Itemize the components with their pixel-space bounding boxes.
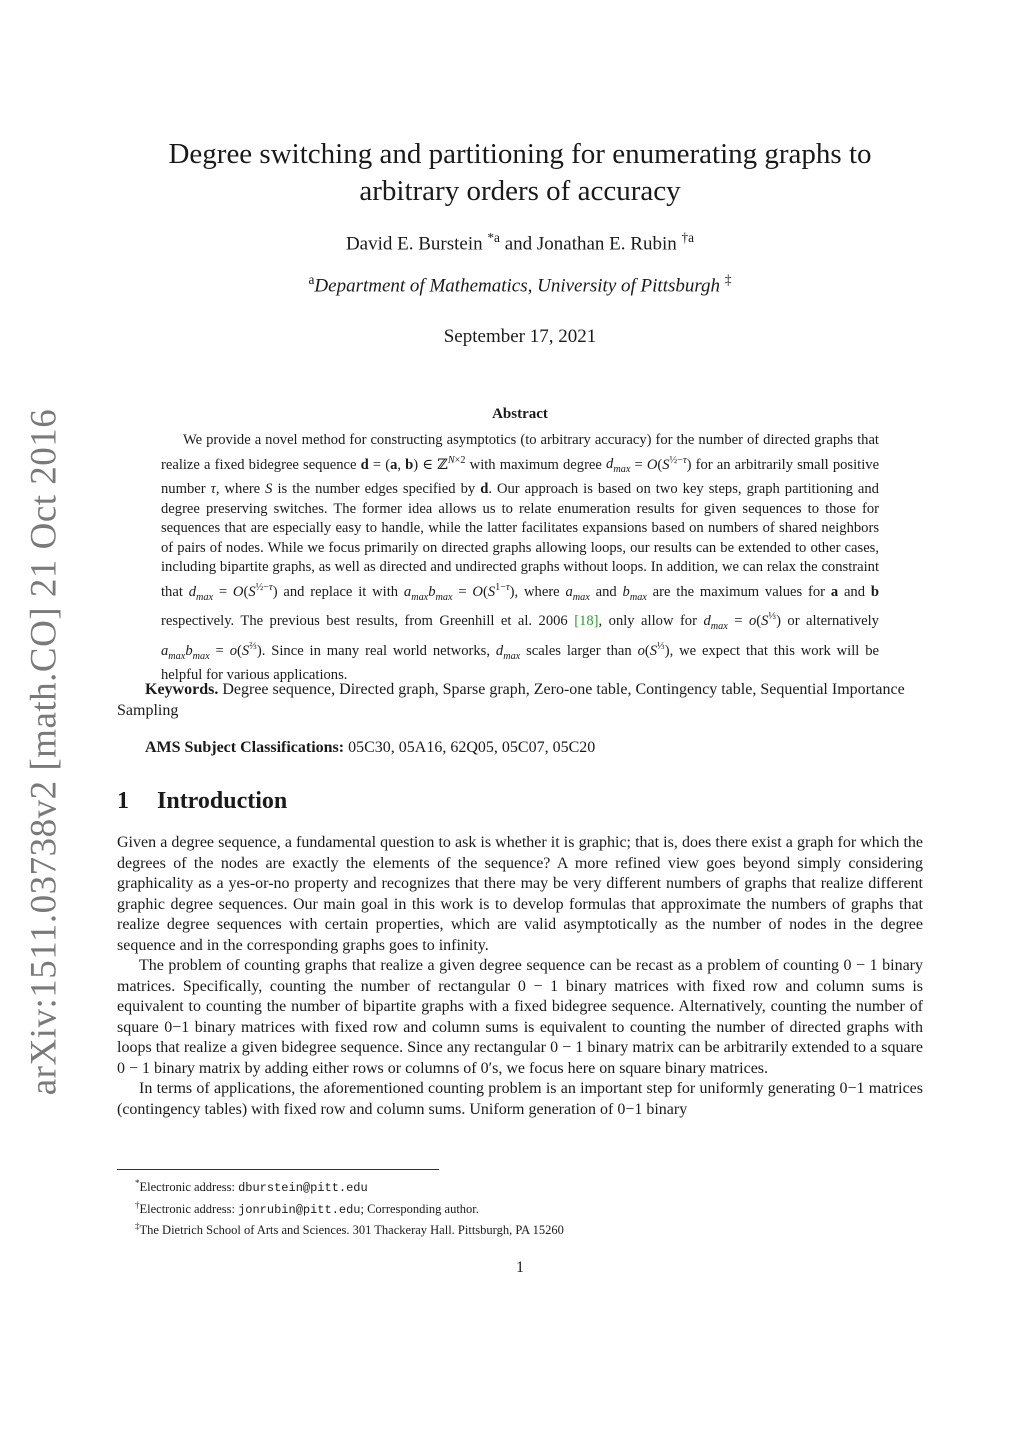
abstract-text: , only allow for bbox=[598, 613, 697, 630]
author-2-mark: †a bbox=[681, 230, 695, 245]
page-number: 1 bbox=[516, 1259, 524, 1276]
author-1-mark: *a bbox=[487, 230, 500, 245]
keywords-list: Degree sequence, Directed graph, Sparse graph, Zero-one table, Contingency table, Sequential Importance Sampling bbox=[117, 681, 905, 719]
footnote-mark: * bbox=[135, 1178, 140, 1188]
abstract-text: . Since in many real world networks, bbox=[261, 642, 490, 659]
paragraph: Given a degree sequence, a fundamental question to ask is whether it is graphic; that is, does there exist a graph for which the degrees of the nodes are exactly the elements of the sequence? A more refined view goes beyond simply considering graphicality as a yes-or-no property and recognizes that there may be very different numbers of graphs that realize different graphic degree sequences. Our main goal in this work is to develop formulas that approximate the numbers of graphs that realize degree sequences with certain properties, which are valid asymptotically as the number of nodes in the degree sequence and in the corresponding graphs goes to infinity. bbox=[117, 834, 923, 954]
keywords bbox=[117, 679, 923, 721]
abstract-text: , we expect that this work will be helpful for various applications. bbox=[161, 642, 880, 683]
footnote-text: ; Corresponding author. bbox=[360, 1201, 479, 1216]
abstract-text: and replace it with bbox=[283, 583, 399, 600]
footnote-text: Electronic address: bbox=[139, 1201, 239, 1216]
footnote-text: The Dietrich School of Arts and Sciences. 301 Thackeray Hall. Pittsburgh, PA 15260 bbox=[139, 1223, 564, 1238]
section-title: Introduction bbox=[157, 788, 288, 814]
authors bbox=[117, 230, 923, 255]
footnote bbox=[117, 1175, 923, 1197]
affil-mark: a bbox=[308, 272, 315, 287]
abstract-text: , where bbox=[215, 480, 261, 497]
footnote-rule bbox=[117, 1169, 439, 1170]
abstract-heading: Abstract bbox=[492, 406, 548, 422]
abstract-text: , where bbox=[514, 583, 560, 600]
abstract-text: . Our approach is based on two key steps, graph partitioning and degree preserving switches. The former idea allows us to relate enumeration results for given sequences to those for sequences that are especially easy to handle, while the latter facilitates expansions based on numbers of shared neighbors of pairs of nodes. While we focus primarily on directed graphs allowing loops, our results can be extended to other cases, including bipartite graphs, as well as directed and undirected graphs without loops. In addition, we can relax the constraint that bbox=[161, 480, 879, 600]
section-heading bbox=[117, 788, 287, 815]
author-2: Jonathan E. Rubin bbox=[536, 233, 677, 255]
abstract-text: and bbox=[595, 583, 617, 600]
date: September 17, 2021 bbox=[443, 326, 597, 347]
arxiv-id: arXiv:1511.03738v2 [math.CO] 21 Oct 2016 bbox=[23, 408, 65, 1096]
abstract-text: respectively. The previous best results, from Greenhill et al. 2006 bbox=[161, 613, 568, 630]
affil-note-mark: ‡ bbox=[724, 272, 732, 287]
section-body bbox=[117, 833, 923, 1120]
arxiv-stamp bbox=[0, 0, 90, 1448]
abstract-text: with maximum degree bbox=[469, 456, 602, 473]
footnote-mark: † bbox=[135, 1199, 140, 1210]
ams-codes: 05C30, 05A16, 62Q05, 05C07, 05C20 bbox=[348, 739, 596, 756]
abstract-text: scales larger than bbox=[526, 642, 632, 659]
paragraph: In terms of applications, the aforementioned counting problem is an important step for uniformly generating 0−1 matrices (contingency tables) with fixed row and column sums. Uniform generation of 0−1 binary bbox=[117, 1080, 923, 1118]
paragraph: The problem of counting graphs that realize a given degree sequence can be recast as a problem of counting 0 − 1 binary matrices. Specifically, counting the number of rectangular 0 − 1 binary matrices with fixed row and column sums is equivalent to counting the number of bipartite graphs with a fixed bidegree sequence. Alternatively, counting the number of square 0−1 binary matrices with fixed row and column sums is equivalent to counting the number of directed graphs with loops that realize a given bidegree sequence. Since any rectangular 0 − 1 binary matrix can be arbitrarily extended to a square 0 − 1 binary matrix by adding either rows or columns of 0′s, we focus here on square binary matrices. bbox=[117, 957, 923, 1077]
affiliation: Department of Mathematics, University of Pittsburgh bbox=[314, 275, 721, 297]
abstract: We provide a novel method for constructing asymptotics (to arbitrary accuracy) for the number of directed graphs that realize a fixed bidegree sequence d = (a, b) ∈ ℤ$^{N\times 2}$ with maximum degree $d_{max} = O(S^{\frac{1}{2}-\tau})$ for an arbitrarily small positive number τ, where S is the number edges specified by d. Our approach is based on two key steps, graph partitioning and degree preserving switches. The former idea allows us to relate enumeration results for given sequences to those for sequences that are especially easy to handle, while the latter facilitates expansions based on numbers of shared neighbors of pairs of nodes. While we focus primarily on directed graphs allowing loops, our results can be extended to other cases, including bipartite graphs, as well as directed and undirected graphs without loops. In addition, we can relax the constraint that $d_{max} = O(S^{\frac{1}{2}-\tau})$ and replace it with $a_{max}b_{max} = O(S^{1-\tau})$, where $a_{max}$ and $b_{max}$ are the maximum values for a and b respectively. The previous best results, from Greenhill et al. 2006 [18], only allow for $d_{max} = o(S^{\frac{1}{3}})$ or alternatively $a_{max}b_{max} = o(S^{\frac{2}{3}})$. Since in many real world networks, $d_{max}$ scales larger than $o(S^{\frac{1}{3}})$, we expect that this work will be helpful for various applications. bbox=[161, 432, 880, 683]
abstract-text: are the maximum values for bbox=[652, 583, 826, 600]
email-link[interactable]: dburstein@pitt.edu bbox=[238, 1181, 368, 1196]
abstract-text: and bbox=[843, 583, 866, 600]
keywords-label: Keywords. bbox=[145, 681, 219, 698]
ams-label: AMS Subject Classifications: bbox=[145, 739, 345, 756]
abstract-text: for an arbitrarily small positive number bbox=[161, 456, 880, 497]
abstract-text: We provide a novel method for constructing asymptotics (to arbitrary accuracy) for the number of directed graphs that realize a fixed bidegree sequence bbox=[161, 432, 879, 473]
footnote-text: Electronic address: bbox=[139, 1180, 239, 1195]
footnotes bbox=[117, 1175, 923, 1239]
affiliation-line bbox=[117, 272, 923, 297]
author-and: and bbox=[504, 233, 533, 255]
email-link[interactable]: jonrubin@pitt.edu bbox=[238, 1202, 361, 1217]
ams-classifications bbox=[117, 739, 923, 757]
footnote bbox=[117, 1197, 923, 1219]
abstract-text: or alternatively bbox=[787, 613, 879, 630]
author-1: David E. Burstein bbox=[345, 233, 483, 255]
section-number: 1 bbox=[117, 788, 129, 814]
footnote-mark: ‡ bbox=[135, 1221, 140, 1232]
abstract-text: is the number edges specified by bbox=[277, 480, 476, 497]
footnote bbox=[117, 1218, 923, 1239]
citation-link[interactable]: [18] bbox=[574, 613, 599, 630]
paper-title: Degree switching and partitioning for enumerating graphs to arbitrary orders of accuracy bbox=[168, 138, 872, 207]
